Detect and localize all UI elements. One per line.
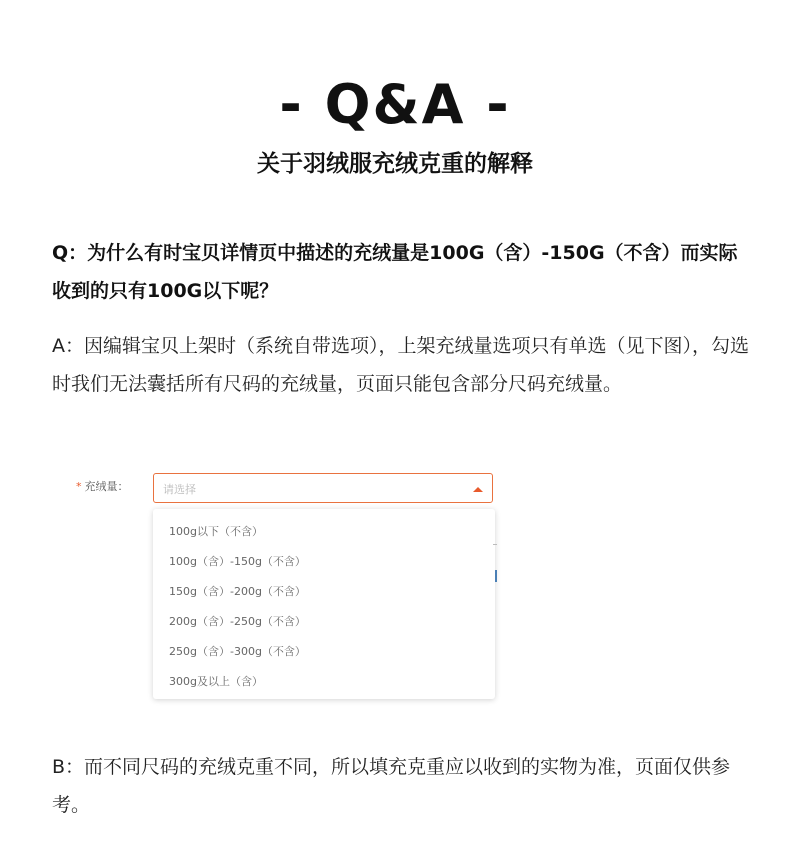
- page-title: - Q&A -: [279, 73, 511, 136]
- select-dropdown: [153, 509, 495, 699]
- dropdown-option[interactable]: 200g（含）-250g（不含）: [169, 615, 306, 628]
- page-subtitle: 关于羽绒服充绒克重的解释: [257, 151, 533, 177]
- fill-weight-select[interactable]: [153, 473, 493, 503]
- answer-b-text: B：而不同尺码的充绒克重不同，所以填充克重应以收到的实物为准，页面仅供参考。: [52, 756, 731, 816]
- form-screenshot: [60, 466, 510, 706]
- chevron-up-icon[interactable]: [473, 487, 483, 492]
- question-text: Q：为什么有时宝贝详情页中描述的充绒量是100G（含）-150G（不含）而实际收到的只有100G以下呢？: [52, 242, 738, 302]
- dropdown-option[interactable]: 300g及以上（含）: [169, 675, 263, 688]
- dropdown-option[interactable]: 100g以下（不含）: [169, 525, 263, 538]
- answer-a-text: A：因编辑宝贝上架时（系统自带选项），上架充绒量选项只有单选（见下图），勾选时我们无法囊括所有尺码的充绒量，页面只能包含部分尺码充绒量。: [52, 335, 749, 395]
- dropdown-option[interactable]: 150g（含）-200g（不含）: [169, 585, 306, 598]
- fill-weight-label: [76, 478, 129, 494]
- dropdown-option[interactable]: 100g（含）-150g（不含）: [169, 555, 306, 568]
- select-placeholder: 请选择: [163, 483, 196, 496]
- fill-weight-label-text: 充绒量：: [84, 480, 129, 493]
- divider-fragment: [493, 544, 497, 545]
- scrollbar-fragment: [495, 570, 497, 582]
- required-mark: *: [76, 480, 82, 493]
- dropdown-option[interactable]: 250g（含）-300g（不含）: [169, 645, 306, 658]
